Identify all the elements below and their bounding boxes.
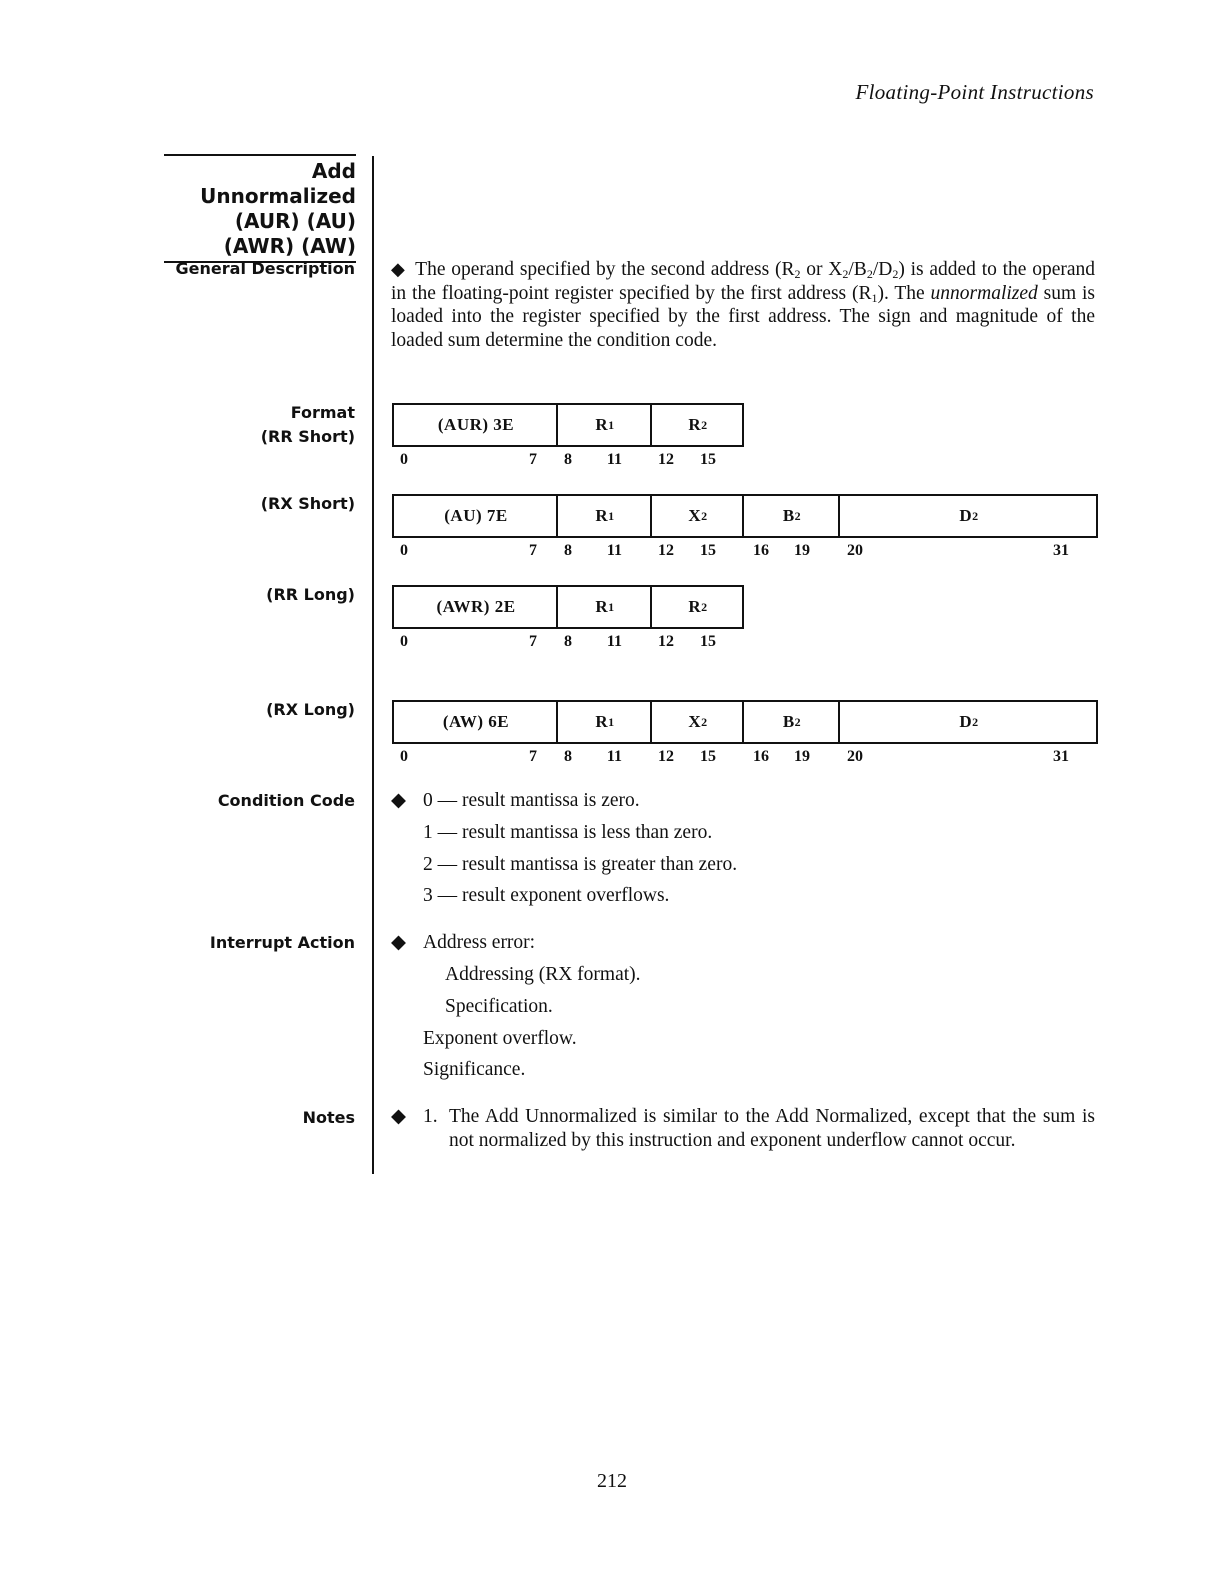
- note-text: The Add Unnormalized is similar to the Add Normalized, except that the sum is not normalized by this instruction and exponent underflow cannot occur.: [449, 1106, 1095, 1151]
- bit-positions: [392, 748, 1096, 770]
- title-line-3: (AWR) (AW): [223, 234, 356, 258]
- bit-label: 15: [700, 633, 716, 650]
- gd-emphasis: unnormalized: [930, 282, 1038, 304]
- gd-sub: 2: [866, 267, 873, 281]
- gd-text: The operand specified by the second address (R: [415, 259, 795, 280]
- gd-text: ). The: [877, 282, 931, 304]
- label-general-description: General Description: [175, 259, 355, 278]
- bit-label: 7: [529, 633, 537, 650]
- bit-positions: [392, 542, 1096, 564]
- format-field: [394, 702, 558, 742]
- label-notes: Notes: [302, 1108, 355, 1127]
- bullet-icon: ◆: [391, 790, 406, 811]
- title-line-1: Add Unnormalized: [200, 159, 356, 208]
- note-number: 1.: [423, 1106, 438, 1127]
- label-condition-code: Condition Code: [217, 791, 355, 810]
- field-label: R: [595, 415, 609, 434]
- bit-label: 8: [564, 451, 572, 468]
- format-field: R 1: [556, 496, 652, 536]
- format-fields: [392, 585, 744, 629]
- bit-label: 12: [658, 451, 674, 468]
- format-field: B 2: [742, 496, 840, 536]
- format-fields: [392, 700, 1098, 744]
- format-field: R 1: [556, 702, 652, 742]
- field-label: R: [595, 597, 609, 616]
- format-field: X 2: [650, 496, 744, 536]
- field-label: (AU) 7E: [444, 506, 508, 525]
- field-label: D: [959, 712, 973, 731]
- bit-label: 0: [400, 748, 408, 765]
- label-rr-long: (RR Long): [266, 585, 355, 604]
- bit-label: 0: [400, 633, 408, 650]
- interrupt-address-error: Address error:: [423, 932, 536, 953]
- label-interrupt-action: Interrupt Action: [209, 933, 355, 952]
- bit-label: 19: [794, 748, 810, 765]
- field-label: D: [959, 506, 973, 525]
- instruction-title: [164, 154, 356, 263]
- gd-text: ) is added to the operand in the floating-point register specified by the first address (R: [391, 259, 1096, 304]
- gd-text: or X: [800, 259, 843, 280]
- bit-label: 16: [753, 748, 769, 765]
- format-field: R 2: [650, 587, 744, 627]
- format-fields: [392, 494, 1098, 538]
- format-rr-short: [392, 403, 742, 473]
- bit-label: 31: [1053, 748, 1069, 765]
- page-number: 212: [597, 1470, 627, 1492]
- format-field: B 2: [742, 702, 840, 742]
- field-label: R: [595, 712, 609, 731]
- field-label: R: [688, 415, 702, 434]
- bit-positions: [392, 633, 742, 655]
- bit-label: 20: [847, 748, 863, 765]
- bit-label: 11: [606, 633, 622, 650]
- field-label: (AWR) 2E: [436, 597, 516, 616]
- bit-label: 20: [847, 542, 863, 559]
- bit-label: 31: [1053, 542, 1069, 559]
- field-label: B: [782, 506, 795, 525]
- format-field: X 2: [650, 702, 744, 742]
- title-line-2: (AUR) (AU): [234, 209, 356, 233]
- bit-label: 12: [658, 542, 674, 559]
- bit-label: 15: [700, 748, 716, 765]
- gd-sub: 1: [871, 290, 878, 305]
- format-field: R 2: [650, 405, 744, 445]
- bit-label: 8: [564, 542, 572, 559]
- format-field: D 2: [838, 702, 1098, 742]
- condition-code-1: 1 — result mantissa is less than zero.: [423, 822, 713, 843]
- gd-text: /B: [848, 259, 867, 280]
- format-field: [394, 405, 558, 445]
- bit-label: 0: [400, 451, 408, 468]
- running-head: Floating-Point Instructions: [855, 80, 1094, 104]
- bit-label: 7: [529, 542, 537, 559]
- label-rx-long: (RX Long): [266, 700, 355, 719]
- interrupt-addressing: Addressing (RX format).: [445, 964, 641, 985]
- condition-code-3: 3 — result exponent overflows.: [423, 885, 670, 906]
- format-rr-long: [392, 585, 742, 655]
- interrupt-significance: Significance.: [423, 1059, 526, 1080]
- gd-sub: 2: [842, 267, 849, 281]
- interrupt-specification: Specification.: [445, 996, 553, 1017]
- format-field: R 1: [556, 587, 652, 627]
- gd-text: sum is loaded into the register specified by the first address. The sign and magnitude of the loaded sum determine the condition code.: [391, 282, 1096, 351]
- bit-positions: [392, 451, 742, 473]
- field-label: X: [688, 506, 702, 525]
- field-label: X: [688, 712, 702, 731]
- bit-label: 8: [564, 748, 572, 765]
- bit-label: 11: [606, 451, 622, 468]
- format-rx-short: [392, 494, 1096, 564]
- field-label: (AUR) 3E: [437, 415, 515, 434]
- interrupt-exponent-overflow: Exponent overflow.: [423, 1028, 577, 1049]
- format-fields: [392, 403, 744, 447]
- bit-label: 7: [529, 451, 537, 468]
- bit-label: 12: [658, 748, 674, 765]
- bit-label: 8: [564, 633, 572, 650]
- bit-label: 15: [700, 451, 716, 468]
- field-label: R: [595, 506, 609, 525]
- bullet-icon: ◆: [391, 259, 406, 280]
- condition-code-0: 0 — result mantissa is zero.: [423, 790, 640, 811]
- gd-text: /D: [872, 259, 893, 280]
- field-label: B: [782, 712, 795, 731]
- column-divider: [372, 156, 374, 1174]
- bit-label: 7: [529, 748, 537, 765]
- bit-label: 11: [606, 748, 622, 765]
- field-label: R: [688, 597, 702, 616]
- label-format: Format: [290, 403, 355, 422]
- gd-sub: 2: [892, 267, 899, 281]
- bullet-icon: ◆: [391, 1106, 406, 1127]
- format-field: R 1: [556, 405, 652, 445]
- label-rx-short: (RX Short): [260, 494, 355, 513]
- bit-label: 11: [606, 542, 622, 559]
- format-field: [394, 587, 558, 627]
- bit-label: 15: [700, 542, 716, 559]
- bit-label: 19: [794, 542, 810, 559]
- condition-code-2: 2 — result mantissa is greater than zero.: [423, 854, 738, 875]
- format-rx-long: [392, 700, 1096, 770]
- format-field: D 2: [838, 496, 1098, 536]
- gd-sub: 2: [794, 267, 801, 281]
- bullet-icon: ◆: [391, 932, 406, 953]
- field-label: (AW) 6E: [442, 712, 510, 731]
- bit-label: 0: [400, 542, 408, 559]
- bit-label: 16: [753, 542, 769, 559]
- format-field: [394, 496, 558, 536]
- general-description-text: [391, 258, 1095, 352]
- label-rr-short: (RR Short): [260, 427, 355, 446]
- bit-label: 12: [658, 633, 674, 650]
